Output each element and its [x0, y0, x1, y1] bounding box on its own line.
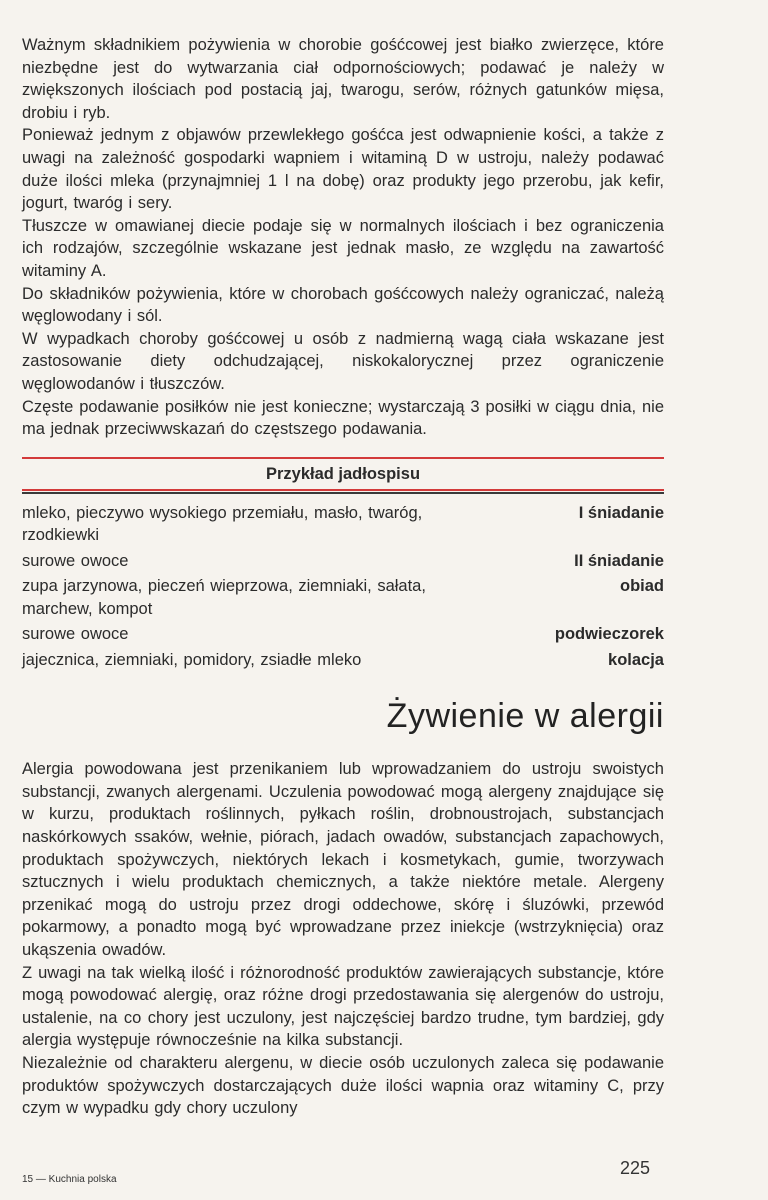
bottom-divider-red	[22, 489, 664, 491]
menu-meal: I śniadanie	[578, 503, 664, 522]
paragraph: Ponieważ jednym z objawów przewlekłego gośćca jest odwapnienie kości, a także z uwagi na zależność gospodarki wapniem i witaminą D w ustroju, należy podawać duże ilości mleka (przynajmniej 1 l na dobę) oraz produkty jego przerobu, jak kefir, jogurt, twaróg i sery.	[22, 126, 664, 213]
paragraph: Częste podawanie posiłków nie jest konieczne; wystarczają 3 posiłki w ciągu dnia, nie ma jednak przeciwwskazań do częstszego podawania.	[22, 397, 664, 439]
menu-row	[22, 649, 664, 672]
paragraph: Tłuszcze w omawianej diecie podaje się w normalnych ilościach i bez ograniczenia ich rodzajów, szczególnie wskazane jest jednak masło, ze względu na zawartość witaminy A.	[22, 216, 664, 280]
menu-row	[22, 550, 664, 573]
menu-meal: obiad	[620, 577, 664, 596]
paragraph: Niezależnie od charakteru alergenu, w diecie osób uczulonych zaleca się podawanie produktów spożywczych dostarczających duże ilości wapnia oraz witaminy C, przy czym w wypadku gdy chory uczulony	[22, 1053, 664, 1118]
printer-signature: 15 — Kuchnia polska	[22, 1174, 117, 1185]
menu-food: jajecznica, ziemniaki, pomidory, zsiadłe mleko	[22, 650, 362, 669]
menu-food: surowe owoce	[22, 625, 129, 644]
bottom-text-block	[22, 758, 664, 1120]
paragraph: Z uwagi na tak wielką ilość i różnorodność produktów zawierających substancje, które mogą powodować alergię, oraz różne drogi przedostawania się alergenów do ustroju, ustalenie, na co chory jest uczulony, jest najczęściej bardzo trudne, tym bardziej, gdy alergia występuje równocześnie na kilka substancji.	[22, 963, 664, 1050]
paragraph: Alergia powodowana jest przenikaniem lub wprowadzaniem do ustroju swoistych substancji, zwanych alergenami. Uczulenia powodować mogą alergeny znajdujące się w kurzu, produktach roślinnych, pyłkach roślin, drobnoustrojach, substancjach naskórkowych ssaków, wełnie, piórach, jadach owadów, substancjach zapachowych, produktach spożywczych, niektórych lekach i kosmetykach, gumie, tworzywach sztucznych i wielu produktach chemicznych, a także niektóre metale. Alergeny przenikać mogą do ustroju przez drogi oddechowe, skórę i śluzówki, przewód pokarmowy, a ponadto mogą być wprowadzane przez iniekcje (wstrzyknięcia) oraz ukąszenia owadów.	[22, 760, 664, 959]
menu-food: zupa jarzynowa, pieczeń wieprzowa, ziemniaki, sałata, marchew, kompot	[22, 577, 426, 618]
menu-title: Przykład jadłospisu	[265, 464, 421, 483]
chapter-title: Żywienie w alergii	[386, 697, 664, 736]
menu-meal: podwieczorek	[554, 625, 664, 644]
bottom-divider-dark	[22, 492, 664, 494]
paragraph: Do składników pożywienia, które w chorobach gośćcowych należy ograniczać, należą węglowodany i sól.	[22, 284, 664, 326]
menu-section	[22, 457, 664, 672]
menu-table	[22, 502, 664, 672]
menu-row	[22, 502, 664, 547]
page-content	[22, 34, 664, 1120]
menu-row	[22, 575, 664, 620]
menu-row	[22, 623, 664, 646]
menu-meal: kolacja	[608, 650, 664, 669]
top-text-block	[22, 34, 664, 441]
paragraph: Ważnym składnikiem pożywienia w chorobie gośćcowej jest białko zwierzęce, które niezbędne jest do wytwarzania ciał odpornościowych; podawać je należy w zwiększonych ilościach pod postacią jaj, twarogu, serów, różnych gatunków mięsa, drobiu i ryb.	[22, 36, 664, 122]
paragraph: W wypadkach choroby gośćcowej u osób z nadmierną wagą ciała wskazane jest zastosowanie diety odchudzającej, niskokalorycznej przez ograniczenie węglowodanów i tłuszczów.	[22, 329, 664, 393]
menu-meal: II śniadanie	[574, 551, 664, 570]
menu-food: surowe owoce	[22, 551, 129, 570]
page-number: 225	[620, 1158, 651, 1178]
menu-food: mleko, pieczywo wysokiego przemiału, masło, twaróg, rzodkiewki	[22, 503, 423, 545]
